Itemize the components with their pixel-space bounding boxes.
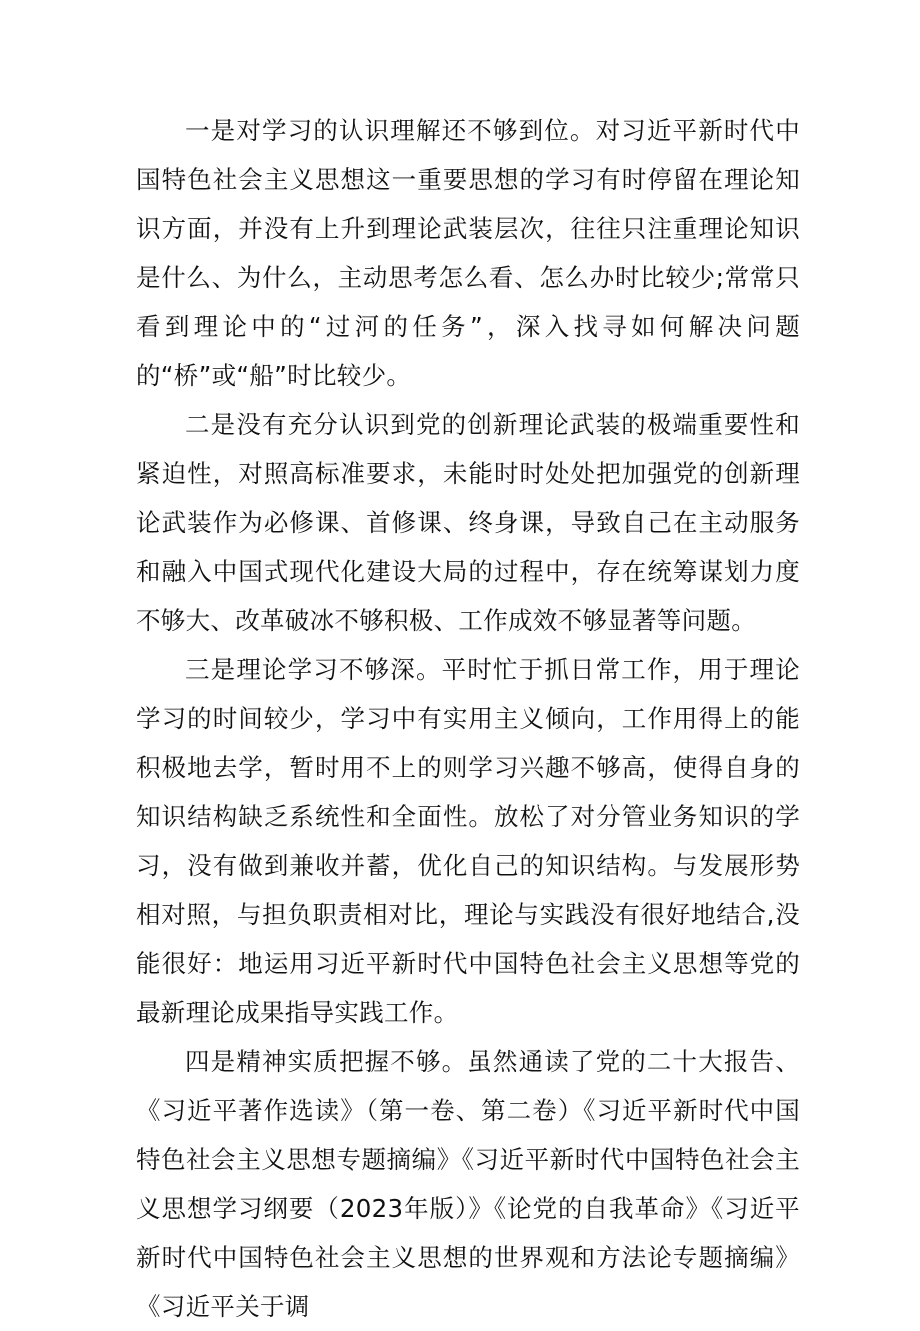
paragraph-2: 二是没有充分认识到党的创新理论武装的极端重要性和紧迫性，对照高标准要求，未能时时处处把加强党的创新理论武装作为必修课、首修课、终身课，导致自己在主动服务和融入中国式现代化建设大局的过程中，存在统筹谋划力度不够大、改革破冰不够积极、工作成效不够显著等问题。	[136, 410, 800, 635]
paragraph-1: 一是对学习的认识理解还不够到位。对习近平新时代中国特色社会主义思想这一重要思想的学习有时停留在理论知识方面，并没有上升到理论武装层次，往往只注重理论知识是什么、为什么，主动思考怎么看、怎么办时比较少;常常只看到理论中的“过河的任务”，深入找寻如何解决问题的“桥”或“船”时比较少。	[136, 116, 800, 390]
paragraph-4: 四是精神实质把握不够。虽然通读了党的二十大报告、《习近平著作选读》（第一卷、第二卷）《习近平新时代中国特色社会主义思想专题摘编》《习近平新时代中国特色社会主义思想学习纲要（2023年版）》《论党的自我革命》《习近平新时代中国特色社会主义思想的世界观和方法论专题摘编》《习近平关于调	[136, 1047, 800, 1321]
paragraph-3: 三是理论学习不够深。平时忙于抓日常工作，用于理论学习的时间较少，学习中有实用主义倾向，工作用得上的能积极地去学，暂时用不上的则学习兴趣不够高，使得自身的知识结构缺乏系统性和全面性。放松了对分管业务知识的学习，没有做到兼收并蓄，优化自己的知识结构。与发展形势相对照，与担负职责相对比，理论与实践没有很好地结合,没能很好：地运用习近平新时代中国特色社会主义思想等党的最新理论成果指导实践工作。	[136, 655, 800, 1027]
